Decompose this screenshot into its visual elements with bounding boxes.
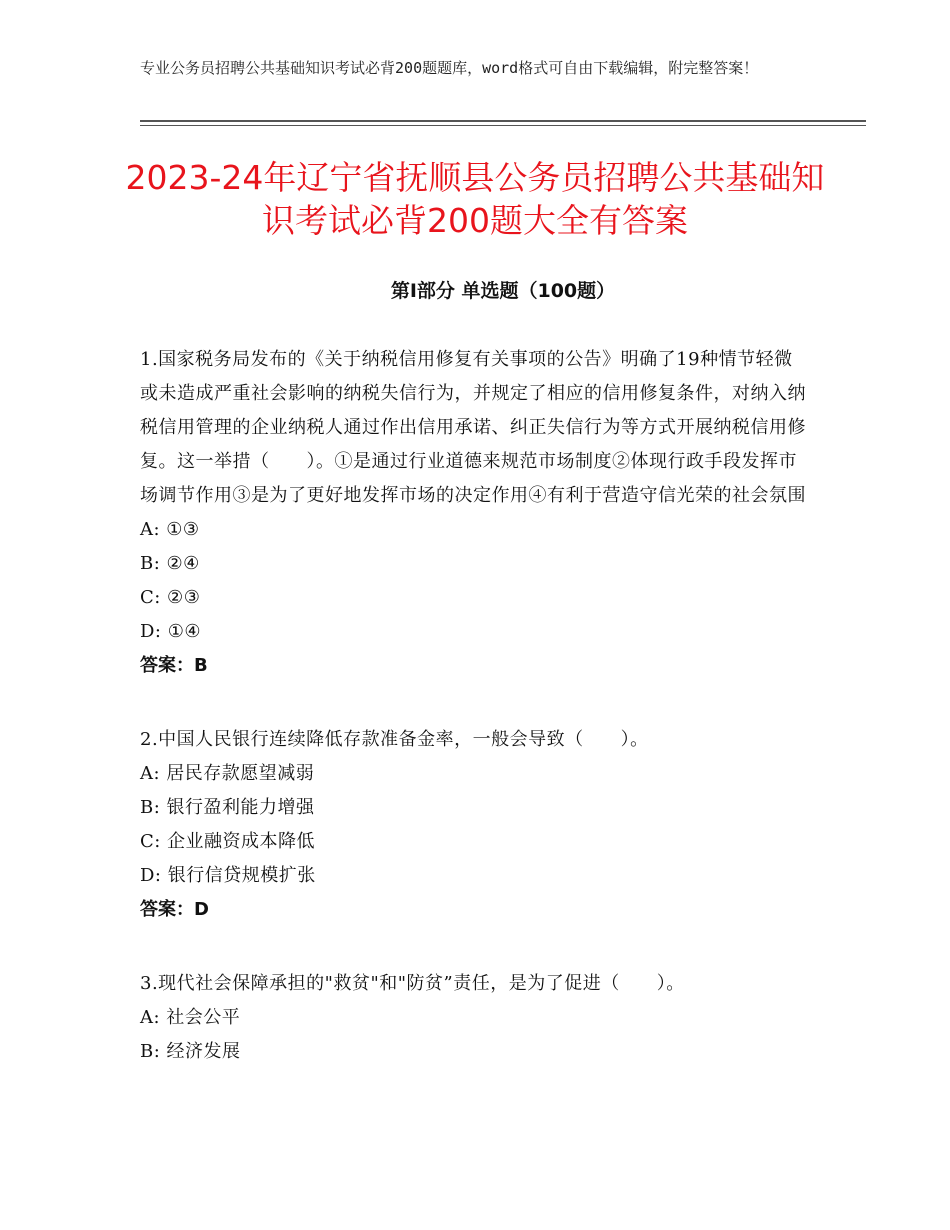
section-heading: 第Ⅰ部分 单选题（100题） — [390, 280, 616, 302]
option-a: A: ①③ — [140, 519, 200, 540]
option-a: A: 社会公平 — [140, 1007, 241, 1028]
question-stem: 1.国家税务局发布的《关于纳税信用修复有关事项的公告》明确了19种情节轻微或未造成严重社会影响的纳税失信行为，并规定了相应的信用修复条件，对纳入纳税信用管理的企业纳税人通过作出信用承诺、纠正失信行为等方式开展纳税信用修复。这一举措（ ）。①是通过行业道德来规范市场制度②体现行政手段发挥市场调节作用③是为了更好地发挥市场的决定作用④有利于营造守信光荣的社会氛围 — [140, 349, 806, 506]
header-divider-thick — [140, 120, 866, 122]
answer-key: 答案：D — [140, 899, 209, 920]
option-d: D: 银行信贷规模扩张 — [140, 865, 316, 886]
header-divider-thin — [140, 125, 866, 126]
option-b: B: ②④ — [140, 553, 200, 574]
option-b: B: 经济发展 — [140, 1041, 241, 1062]
question-stem: 2.中国人民银行连续降低存款准备金率，一般会导致（ ）。 — [140, 729, 649, 750]
option-b: B: 银行盈利能力增强 — [140, 797, 315, 818]
option-c: C: 企业融资成本降低 — [140, 831, 316, 852]
question-stem: 3.现代社会保障承担的"救贫"和"防贫”责任，是为了促进（ ）。 — [140, 973, 685, 994]
question-2 — [140, 723, 810, 927]
option-d: D: ①④ — [140, 621, 201, 642]
question-3 — [140, 967, 810, 1069]
option-a: A: 居民存款愿望减弱 — [140, 763, 315, 784]
answer-key: 答案：B — [140, 655, 208, 676]
header-note: 专业公务员招聘公共基础知识考试必背200题题库，word格式可自由下载编辑，附完整答案！ — [140, 59, 759, 77]
document-title: 2023-24年辽宁省抚顺县公务员招聘公共基础知识考试必背200题大全有答案 — [125, 158, 825, 240]
option-c: C: ②③ — [140, 587, 201, 608]
question-list — [140, 343, 810, 1109]
question-1 — [140, 343, 810, 683]
